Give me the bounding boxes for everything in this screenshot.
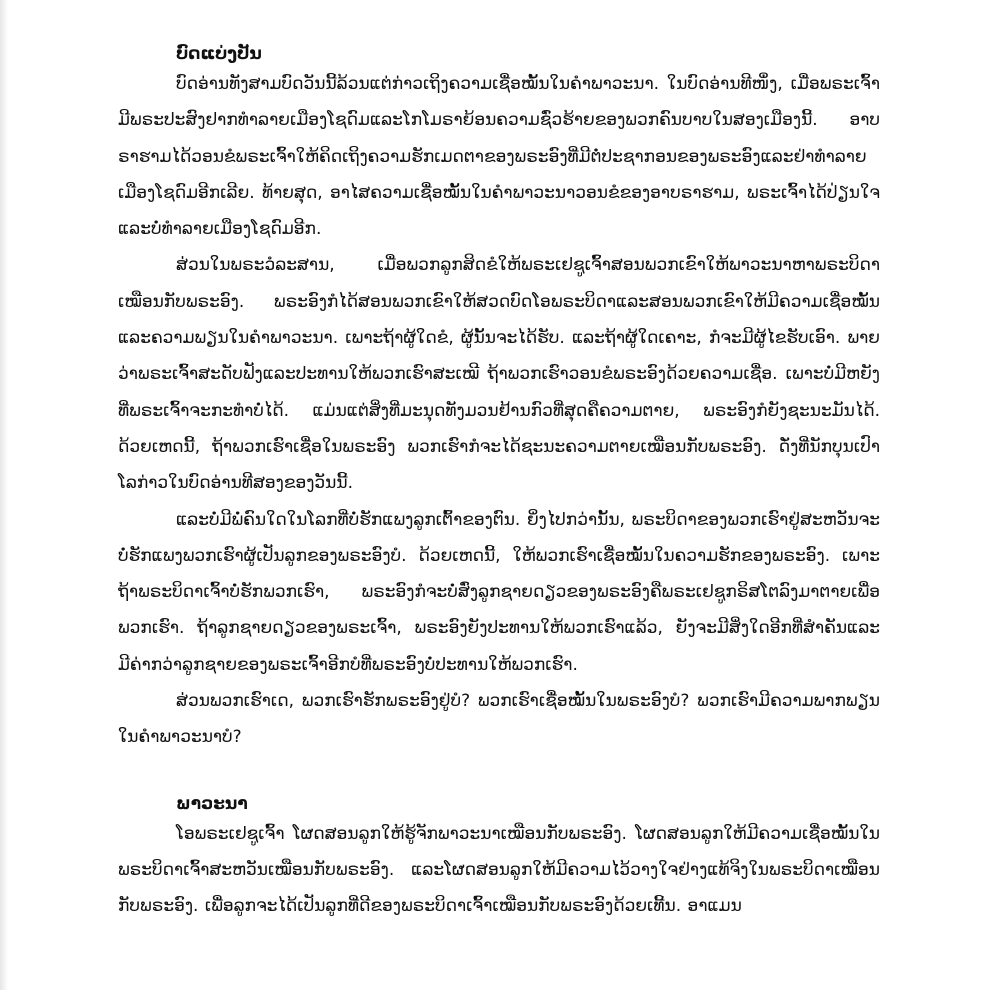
paragraph-3: ແລະບໍ່ມີພໍ່ຄົນໃດໃນໂລກທີ່ບໍ່ຮັກແພງລູກເຕົ້າຂອງຕົນ. ຍິ່ງໄປກວ່ານັ້ນ, ພຣະບິດາຂອງພວກເຮົາຢູ່ສະຫວັນຈະບໍ່ຮັກແພງພວກເຮົາຜູ້ເປັນລູກຂອງພຣະອົງບໍ. ດ້ວຍເຫດນີ້, ໃຫ້ພວກເຮົາເຊື່ອໝັ້ນໃນຄວາມຮັກຂອງພຣະອົງ. ເພາະຖ້າພຣະບິດາເຈົ້າບໍ່ຮັກພວກເຮົາ, ພຣະອົງກໍຈະບໍ່ສົ່ງລູກຊາຍດຽວຂອງພຣະອົງຄືພຣະເຢຊູກຣິສໂຕລົງມາຕາຍເພື່ອພວກເຮົາ. ຖ້າລູກຊາຍດຽວຂອງພຣະເຈົ້າ, ພຣະອົງຍັງປະທານໃຫ້ພວກເຮົາແລ້ວ, ຍັງຈະມີສິ່ງໃດອີກທີ່ສຳຄັນແລະມີຄ່າກວ່າລູກຊາຍຂອງພຣະເຈົ້າອີກບໍທີ່ພຣະອົງບໍ່ປະທານໃຫ້ພວກເຮົາ. [118, 509, 880, 675]
section-spacer [118, 756, 880, 792]
document-content [118, 42, 880, 925]
page-left-edge [0, 0, 8, 990]
paragraph-2: ສ່ວນໃນພຣະວໍລະສານ, ເມື່ອພວກລູກສິດຂໍໃຫ້ພຣະເຢຊູເຈົ້າສອນພວກເຂົາໃຫ້ພາວະນາຫາພຣະບິດາເໝືອນກັບພຣະອົງ. ພຣະອົງກໍໄດ້ສອນພວກເຂົາໃຫ້ສວດບົດໂອພຣະບິດາແລະສອນພວກເຂົາໃຫ້ມີຄວາມເຊື່ອໝັ້ນແລະຄວາມພຽນໃນຄຳພາວະນາ. ເພາະຖ້າຜູ້ໃດຂໍ, ຜູ້ນັ້ນຈະໄດ້ຮັບ. ແລະຖ້າຜູ້ໃດເຄາະ, ກໍຈະມີຜູ້ໄຂຮັບເອົາ. ພາຍວ່າພຣະເຈົ້າສະດັບຟັງແລະປະທານໃຫ້ພວກເຮົາສະເໝີ ຖ້າພວກເຮົາວອນຂໍພຣະອົງດ້ວຍຄວາມເຊື່ອ. ເພາະບໍ່ມີຫຍັງທີ່ພຣະເຈົ້າຈະກະທຳບໍ່ໄດ້. ແມ່ນແຕ່ສິ່ງທີ່ມະນຸດທັງມວນຢ້ານກົວທີ່ສຸດຄືຄວາມຕາຍ, ພຣະອົງກໍຍັງຊະນະມັນໄດ້. ດ້ວຍເຫດນີ້, ຖ້າພວກເຮົາເຊື່ອໃນພຣະອົງ ພວກເຮົາກໍຈະໄດ້ຊະນະຄວາມຕາຍເໝືອນກັບພຣະອົງ. ດັ່ງທີ່ນັກບຸນເປົາໂລກ່າວໃນບົດອ່ານທີສອງຂອງວັນນີ້. [118, 255, 880, 494]
prayer-paragraph: ໂອພຣະເຢຊູເຈົ້າ ໂຜດສອນລູກໃຫ້ຮູ້ຈັກພາວະນາເໝືອນກັບພຣະອົງ. ໂຜດສອນລູກໃຫ້ມີຄວາມເຊື່ອໝັ້ນໃນພຣະບິດາເຈົ້າສະຫວັນເໝືອນກັບພຣະອົງ. ແລະໂຜດສອນລູກໃຫ້ມີຄວາມໄວ້ວາງໃຈຢ່າງແທ້ຈິງໃນພຣະບິດາເໝືອນກັບພຣະອົງ. ເພື່ອລູກຈະໄດ້ເປັນລູກທີ່ດີຂອງພຣະບິດາເຈົ້າເໝືອນກັບພຣະອົງດ້ວຍເທີ້ນ. ອາແມນ [118, 823, 880, 917]
paragraph-4: ສ່ວນພວກເຮົາເດ, ພວກເຮົາຮັກພຣະອົງຢູ່ບໍ? ພວກເຮົາເຊື່ອໝັ້ນໃນພຣະອົງບໍ? ພວກເຮົາມີຄວາມພາກພຽນໃນຄຳພາວະນາບໍ? [118, 691, 880, 748]
paragraph-1: ບົດອ່ານທັງສາມບົດວັນນີ້ລ້ວນແຕ່ກ່າວເຖິງຄວາມເຊື່ອໝັ້ນໃນຄຳພາວະນາ. ໃນບົດອ່ານທີໜຶ່ງ, ເມື່ອພຣະເຈົ້າມີພຣະປະສົງຢາກທຳລາຍເມືອງໂຊດົມແລະໂກໂມຣາຍ້ອນຄວາມຊົ່ວຮ້າຍຂອງພວກຄົນບາບໃນສອງເມືອງນີ້. ອາບຣາຮາມໄດ້ວອນຂໍພຣະເຈົ້າໃຫ້ຄິດເຖິງຄວາມຮັກເມດຕາຂອງພຣະອົງທີ່ມີຕໍ່ປະຊາກອນຂອງພຣະອົງແລະຢ່າທຳລາຍເມືອງໂຊດົມອີກເລີຍ. ທ້າຍສຸດ, ອາໄສຄວາມເຊື່ອໝັ້ນໃນຄຳພາວະນາວອນຂໍຂອງອາບຣາຮາມ, ພຣະເຈົ້າໄດ້ປ່ຽນໃຈແລະບໍ່ທຳລາຍເມືອງໂຊດົມອີກ. [118, 74, 880, 240]
section-heading-prayer: ພາວະນາ [176, 793, 248, 814]
section-heading-sharing: ບົດແບ່ງປັນ [176, 44, 262, 64]
